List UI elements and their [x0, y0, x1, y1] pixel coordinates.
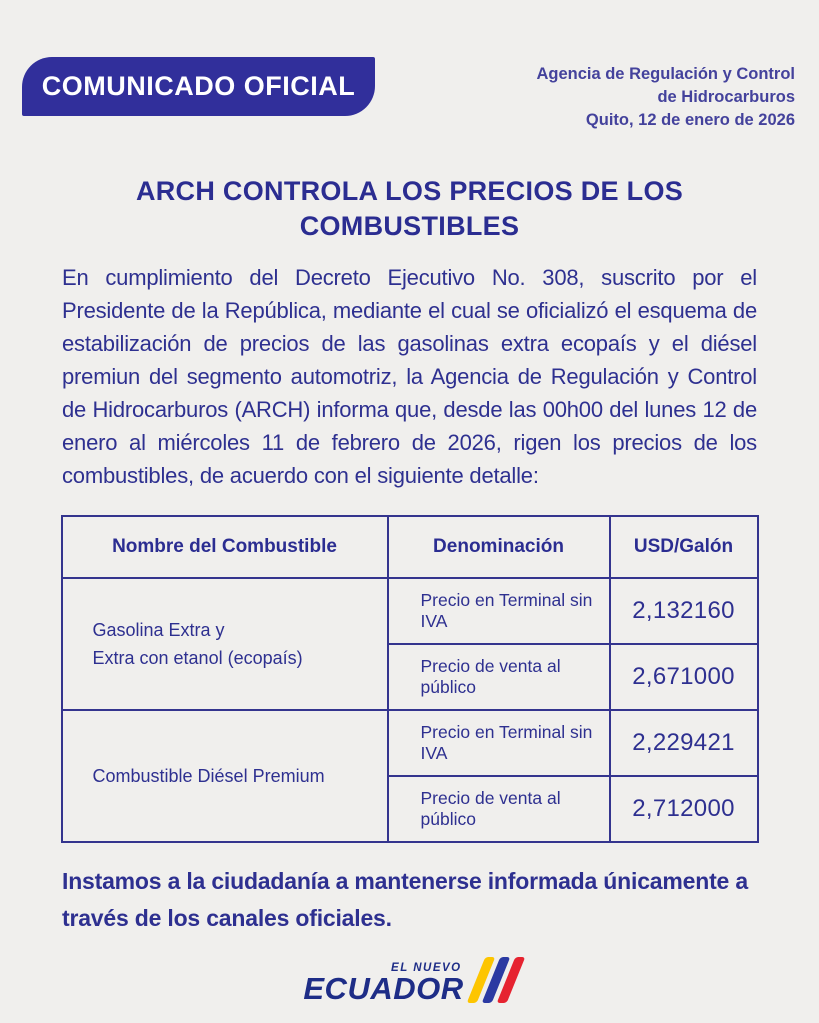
denomination-cell: Precio en Terminal sin IVA	[388, 710, 610, 776]
fuel-prices-table	[61, 515, 759, 843]
header-fuel-name: Nombre del Combustible	[62, 516, 388, 578]
official-statement-badge	[22, 57, 375, 116]
table-row	[62, 578, 758, 644]
el-nuevo-ecuador-logo	[303, 957, 515, 1004]
price-cell: 2,132160	[610, 578, 758, 644]
title-line-2: COMBUSTIBLES	[299, 211, 520, 241]
citizen-advisory-note: Instamos a la ciudadanía a mantenerse informada únicamente a través de los canales oficiales.	[62, 868, 748, 931]
header-denomination: Denominación	[388, 516, 610, 578]
badge-label: COMUNICADO OFICIAL	[41, 71, 356, 101]
agency-name-line2: de Hidrocarburos	[657, 88, 795, 106]
fuel-name-line: Extra con etanol (ecopaís)	[92, 648, 303, 668]
price-cell: 2,671000	[610, 644, 758, 710]
fuel-name-diesel-premium	[62, 710, 388, 842]
agency-name-line1: Agencia de Regulación y Control	[536, 65, 795, 83]
price-cell: 2,229421	[610, 710, 758, 776]
denomination-cell: Precio en Terminal sin IVA	[388, 578, 610, 644]
price-cell: 2,712000	[610, 776, 758, 842]
header-usd-per-gallon: USD/Galón	[610, 516, 758, 578]
dateline: Quito, 12 de enero de 2026	[585, 111, 795, 129]
flag-stripes-icon	[466, 957, 525, 1003]
denomination-cell: Precio de venta al público	[388, 776, 610, 842]
page-title	[40, 174, 779, 244]
table-row	[62, 710, 758, 776]
logo-wordmark	[303, 962, 463, 1004]
logo-el-nuevo-text: EL NUEVO	[391, 962, 462, 974]
fuel-name-gasolina-extra	[62, 578, 388, 710]
header	[0, 0, 819, 132]
body-paragraph: En cumplimiento del Decreto Ejecutivo No. 308, suscrito por el Presidente de la República, mediante el cual se oficializó el esquema de estabilización de precios de las gasolinas extra ecopaís y el diésel premiun del segmento automotriz, la Agencia de Regulación y Control de Hidrocarburos (ARCH) informa que, desde las 00h00 del lunes 12 de enero al miércoles 11 de febrero de 2026, rigen los precios de los combustibles, de acuerdo con el siguiente detalle:	[62, 265, 757, 488]
fuel-name-line: Combustible Diésel Premium	[92, 766, 325, 786]
denomination-cell: Precio de venta al público	[388, 644, 610, 710]
title-line-1: ARCH CONTROLA LOS PRECIOS DE LOS	[135, 176, 684, 206]
table-header-row	[62, 516, 758, 578]
logo-ecuador-text: ECUADOR	[303, 971, 464, 1006]
agency-block	[536, 57, 795, 132]
fuel-name-line: Gasolina Extra y	[92, 620, 225, 640]
